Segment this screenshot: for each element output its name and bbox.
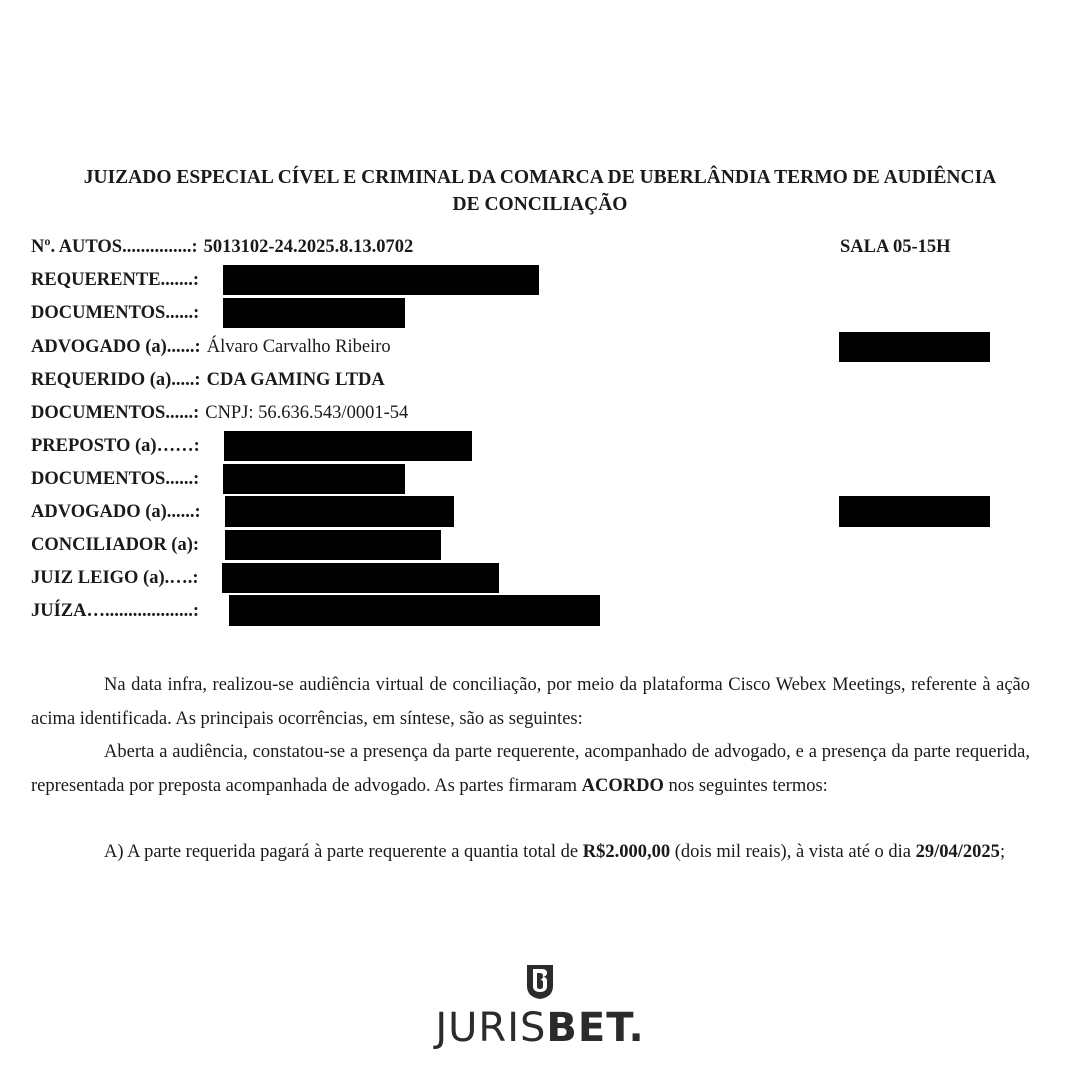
paragraph-text: ; bbox=[999, 842, 1006, 862]
field-label: JUIZ LEIGO (a).….: bbox=[31, 567, 199, 588]
field-label: Nº. AUTOS...............: bbox=[31, 236, 198, 257]
title-line-2: DE CONCILIAÇÃO bbox=[452, 194, 628, 215]
field-documentos-requerente bbox=[31, 298, 199, 328]
field-label: REQUERIDO (a).....: bbox=[31, 369, 201, 390]
field-label: DOCUMENTOS......: bbox=[31, 402, 200, 423]
room-label: SALA 05-15H bbox=[840, 236, 951, 257]
paragraph-text: (dois mil reais), à vista até o dia bbox=[670, 842, 916, 862]
field-requerido bbox=[31, 365, 385, 395]
field-label: DOCUMENTOS......: bbox=[31, 302, 200, 323]
paragraph-item-a bbox=[31, 835, 1030, 869]
paragraph-intro: Na data infra, realizou-se audiência virtual de conciliação, por meio da plataforma Cisco Webex Meetings, referente à ação acima identificada. As principais ocorrências, em síntese, são as seguintes: bbox=[31, 675, 1030, 729]
field-value: Álvaro Carvalho Ribeiro bbox=[206, 336, 391, 357]
field-requerente bbox=[31, 265, 199, 295]
field-advogado-requerido bbox=[31, 497, 201, 527]
redaction-block bbox=[839, 496, 990, 527]
field-label: DOCUMENTOS......: bbox=[31, 468, 200, 489]
field-label: JUÍZA…...................: bbox=[31, 600, 200, 621]
field-label: PREPOSTO (a)……: bbox=[31, 435, 200, 456]
field-advogado-requerente bbox=[31, 332, 391, 362]
wordmark-light: JURIS bbox=[435, 1005, 547, 1051]
field-value: 5013102-24.2025.8.13.0702 bbox=[203, 236, 414, 257]
redaction-block bbox=[224, 431, 472, 461]
redaction-block bbox=[223, 265, 539, 295]
redaction-block bbox=[229, 595, 600, 626]
field-documentos-requerido bbox=[31, 398, 408, 428]
amount-emphasis: R$2.000,00 bbox=[582, 842, 671, 862]
field-label: ADVOGADO (a)......: bbox=[31, 501, 201, 522]
paragraph-text: nos seguintes termos: bbox=[663, 776, 828, 796]
field-label: REQUERENTE.......: bbox=[31, 269, 200, 290]
field-conciliador bbox=[31, 530, 199, 560]
paragraph-acordo bbox=[31, 735, 1030, 803]
field-label: ADVOGADO (a)......: bbox=[31, 336, 201, 357]
field-label: CONCILIADOR (a): bbox=[31, 534, 200, 555]
field-preposto bbox=[31, 431, 200, 461]
jurisbet-shield-icon bbox=[524, 964, 556, 1000]
redaction-block bbox=[225, 496, 454, 527]
paragraph-text: Aberta a audiência, constatou-se a presença da parte requerente, acompanhado de advogado, e a presença da parte requerida, representada por preposta acompanhada de advogado. As partes firmaram bbox=[31, 742, 1030, 796]
title-line-1: JUIZADO ESPECIAL CÍVEL E CRIMINAL DA COMARCA DE UBERLÂNDIA TERMO DE AUDIÊNCIA bbox=[83, 167, 997, 188]
paragraph-text: A) A parte requerida pagará à parte requerente a quantia total de bbox=[104, 842, 583, 862]
field-juiza bbox=[31, 596, 199, 626]
wordmark-bold: BET. bbox=[546, 1005, 645, 1051]
field-juiz-leigo bbox=[31, 563, 199, 593]
redaction-block bbox=[839, 332, 990, 362]
field-documentos-preposto bbox=[31, 464, 199, 494]
redaction-block bbox=[223, 464, 405, 494]
document-title bbox=[30, 164, 1050, 218]
jurisbet-logo bbox=[0, 964, 1080, 1050]
redaction-block bbox=[223, 298, 405, 328]
field-value: CNPJ: 56.636.543/0001-54 bbox=[205, 402, 409, 423]
field-autos bbox=[31, 232, 413, 262]
jurisbet-wordmark bbox=[0, 1006, 1080, 1050]
date-emphasis: 29/04/2025 bbox=[915, 842, 1000, 862]
acordo-emphasis: ACORDO bbox=[581, 776, 664, 796]
redaction-block bbox=[222, 563, 499, 593]
field-value: CDA GAMING LTDA bbox=[206, 369, 385, 390]
redaction-block bbox=[225, 530, 441, 560]
